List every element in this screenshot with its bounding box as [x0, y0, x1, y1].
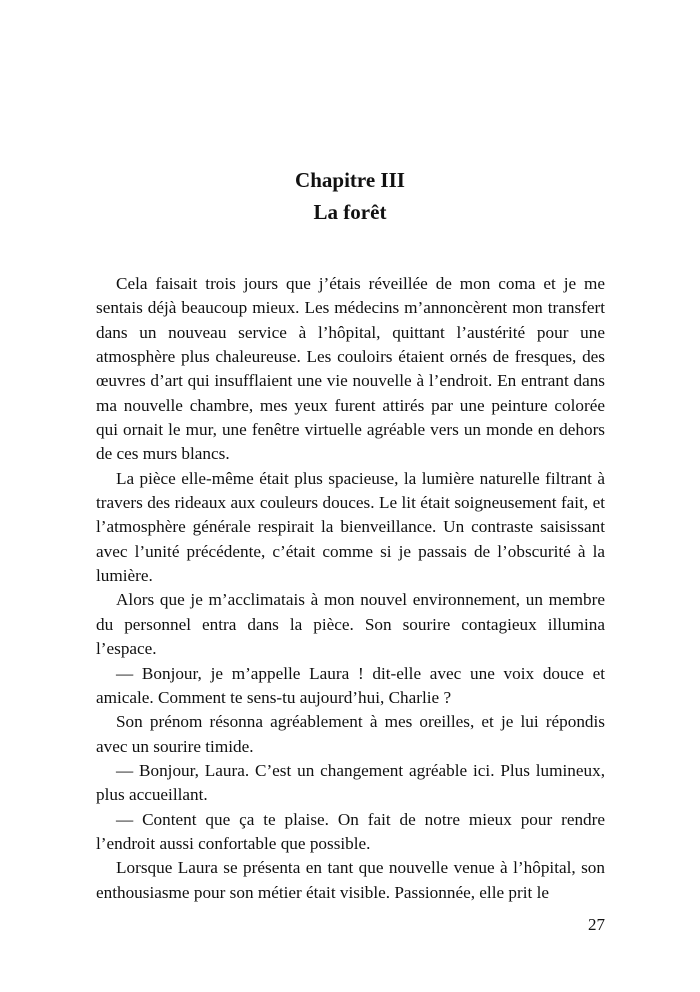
chapter-number: Chapitre III [295, 168, 405, 192]
page-number: 27 [588, 915, 605, 934]
dialogue-paragraph: — Bonjour, Laura. C’est un changement agréable ici. Plus lumineux, plus accueillant. [96, 760, 605, 805]
paragraph: La pièce elle-même était plus spacieuse, la lumière naturelle filtrant à travers des rideaux aux couleurs douces. Le lit était soigneusement fait, et l’atmosphère générale respirait la bienveillance. Un contraste saisissant avec l’unité précédente, c’était comme si je passais de l’obscurité à la lumière. [96, 468, 605, 586]
paragraph: Son prénom résonna agréablement à mes oreilles, et je lui répondis avec un sourire timide. [96, 712, 605, 756]
dialogue-paragraph: — Content que ça te plaise. On fait de notre mieux pour rendre l’endroit aussi confortable que possible. [96, 809, 605, 853]
chapter-title: La forêt [313, 200, 387, 224]
paragraph: Lorsque Laura se présenta en tant que nouvelle venue à l’hôpital, son enthousiasme pour son métier était visible. Passionnée, elle prit le [96, 858, 605, 902]
paragraph: Alors que je m’acclimatais à mon nouvel environnement, un membre du personnel entra dans la pièce. Son sourire contagieux illumina l’espace. [96, 590, 605, 659]
dialogue-paragraph: — Bonjour, je m’appelle Laura ! dit-elle avec une voix douce et amicale. Comment te sens-tu aujourd’hui, Charlie ? [96, 663, 605, 707]
body-text [96, 272, 605, 905]
paragraph: Cela faisait trois jours que j’étais réveillée de mon coma et je me sentais déjà beaucoup mieux. Les médecins m’annoncèrent mon transfert dans un nouveau service à l’hôpital, quittant l’austérité pour une atmosphère plus chaleureuse. Les couloirs étaient ornés de fresques, des œuvres d’art qui insufflaient une vie nouvelle à l’endroit. En entrant dans ma nouvelle chambre, mes yeux furent attirés par une peinture colorée qui ornait le mur, une fenêtre virtuelle agréable vers un monde en dehors de ces murs blancs. [96, 274, 605, 464]
